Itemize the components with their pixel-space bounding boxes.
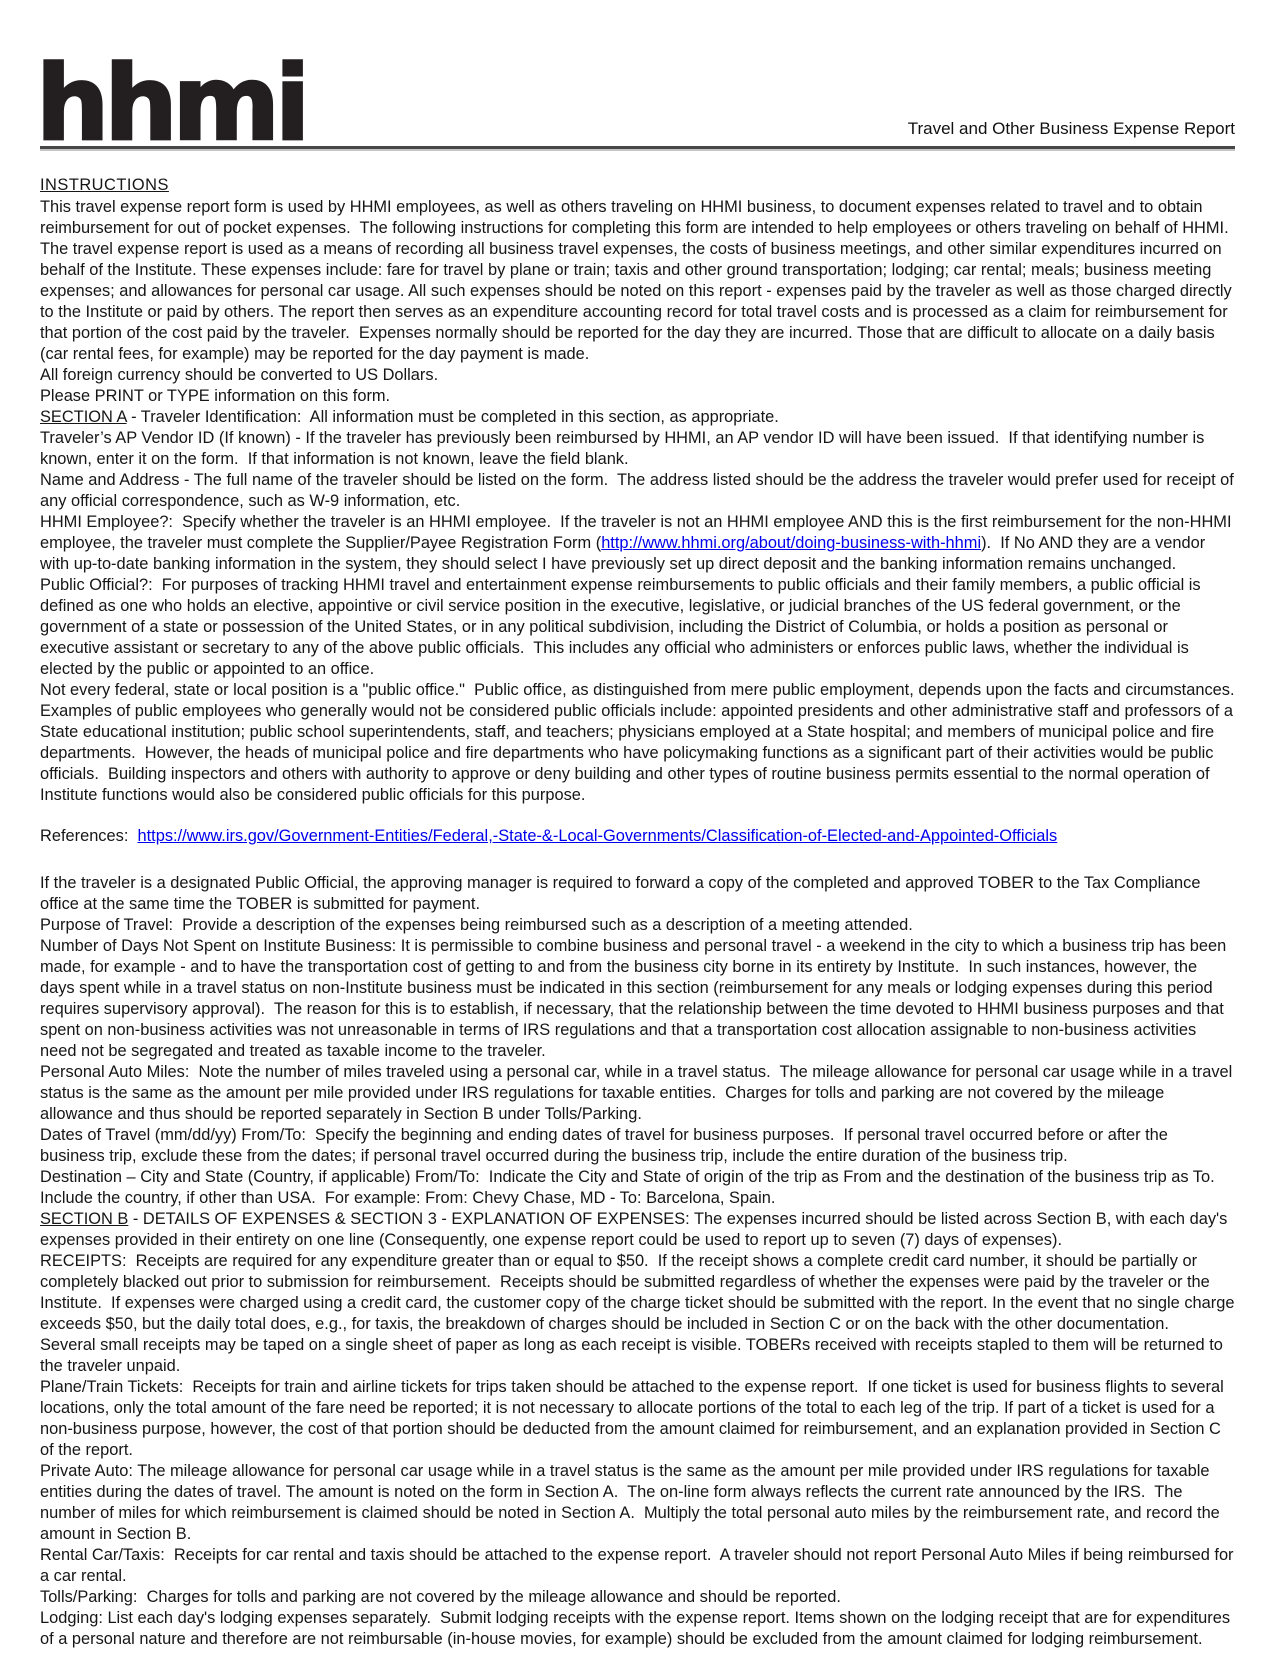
paragraph-days-not-spent: Number of Days Not Spent on Institute Business: It is permissible to combine business and personal travel - a weekend in the city to which a business trip has been made, for example - and to have the transportation cost of getting to and from the business city borne in its entirety by Institute. In such instances, however, the days spent while in a travel status on non-Institute business must be indicated in this section (reimbursement for any meals or lodging expenses during this period requires supervisory approval). The reason for this is to establish, if necessary, that the relationship between the time devoted to HHMI business purposes and that spent on non-business activities was not unreasonable in terms of IRS regulations and that a transportation cost allocation assignable to non-business activities need not be segregated and treated as taxable income to the traveler. <box>40 937 1231 1060</box>
paragraph-tober: If the traveler is a designated Public Official, the approving manager is required to forward a copy of the completed and approved TOBER to the Tax Compliance office at the same time the TOBER is submitted for payment. <box>40 874 1206 913</box>
paragraph-section-a <box>40 407 1235 428</box>
paragraph-hhmi-employee <box>40 512 1235 575</box>
paragraph-rental-car-taxis: Rental Car/Taxis: Receipts for car rental and taxis should be attached to the expense report. A traveler should not report Personal Auto Miles if being reimbursed for a car rental. <box>40 1546 1239 1585</box>
section-b-label: SECTION B <box>40 1210 129 1228</box>
section-a-label: SECTION A <box>40 408 127 426</box>
paragraph-purpose-of-travel: Purpose of Travel: Provide a description of the expenses being reimbursed such as a description of a meeting attended. <box>40 916 913 934</box>
section-a-text: - Traveler Identification: All information must be completed in this section, as appropriate. <box>126 408 779 426</box>
paragraph-section-b <box>40 1209 1235 1251</box>
paragraph-destination: Destination – City and State (Country, if applicable) From/To: Indicate the City and State of origin of the trip as From and the destination of the business trip as To. Include the country, if other than USA. For example: From: Chevy Chase, MD - To: Barcelona, Spain. <box>40 1168 1224 1207</box>
hhmi-logo: hhmi <box>36 44 306 164</box>
report-title: Travel and Other Business Expense Report <box>907 119 1235 138</box>
paragraph-print-note: Please PRINT or TYPE information on this form. <box>40 387 391 405</box>
paragraph-ap-vendor-id: Traveler’s AP Vendor ID (If known) - If the traveler has previously been reimbursed by HHMI, an AP vendor ID will have been issued. If that identifying number is known, enter it on the form. If that information is not known, leave the field blank. <box>40 429 1209 468</box>
paragraph-name-address: Name and Address - The full name of the traveler should be listed on the form. The address listed should be the address the traveler would prefer used for receipt of any official correspondence, such as W-9 information, etc. <box>40 471 1239 510</box>
paragraph-references <box>40 826 1235 847</box>
paragraph-lodging: Lodging: List each day's lodging expenses separately. Submit lodging receipts with the expense report. Items shown on the lodging receipt that are for expenditures of a personal nature and therefore are not reimbursable (in-house movies, for example) should be excluded from the amount claimed for lodging reimbursement. <box>40 1609 1235 1648</box>
paragraph-plane-train-tickets: Plane/Train Tickets: Receipts for train and airline tickets for trips taken should be attached to the expense report. If one ticket is used for business flights to several locations, only the total amount of the fare need be reported; it is not necessary to allocate portions of the total to each leg of the trip. If part of a ticket is used for a non-business purpose, however, the cost of that portion should be deducted from the amount claimed for reimbursement, and an explanation provided in Section C of the report. <box>40 1378 1229 1459</box>
section-b-text: - DETAILS OF EXPENSES & SECTION 3 - EXPLANATION OF EXPENSES: The expenses incurred should be listed across Section B, with each day's expenses provided in their entirety on one line (Consequently, one expense report could be used to report up to seven (7) days of expenses). <box>40 1210 1232 1249</box>
paragraph-private-auto: Private Auto: The mileage allowance for personal car usage while in a travel status is the same as the amount per mile provided under IRS regulations for taxable entities during the dates of travel. The amount is noted on the form in Section A. The on-line form always reflects the current rate announced by the IRS. The number of miles for which reimbursement is claimed should be noted in Section A. Multiply the total personal auto miles by the reimbursement rate, and record the amount in Section B. <box>40 1462 1225 1543</box>
header <box>0 0 1275 164</box>
hhmi-employee-text-after: ). If No AND they are a vendor with up-to-date banking information in the system, they should select I have previously set up direct deposit and the banking information remains unchanged. <box>40 534 1210 573</box>
instructions-document <box>0 149 1275 1670</box>
hhmi-employee-text-before: HHMI Employee?: Specify whether the traveler is an HHMI employee. If the traveler is not an HHMI employee AND this is the first reimbursement for the non-HHMI employee, the traveler must complete the Supplier/Payee Registration Form ( <box>40 513 1237 552</box>
paragraph-personal-auto-miles: Personal Auto Miles: Note the number of miles traveled using a personal car, while in a travel status. The mileage allowance for personal car usage while in a travel status is the same as the amount per mile provided under IRS regulations for taxable entities. Charges for tolls and parking are not covered by the mileage allowance and thus should be reported separately in Section B under Tolls/Parking. <box>40 1063 1237 1123</box>
references-label: References: <box>40 827 138 845</box>
paragraph-tolls-parking: Tolls/Parking: Charges for tolls and parking are not covered by the mileage allowance and should be reported. <box>40 1588 841 1606</box>
paragraph-public-official: Public Official?: For purposes of tracking HHMI travel and entertainment expense reimbursements to public officials and their family members, a public official is defined as one who holds an elective, appointive or civil service position in the executive, legislative, or judicial branches of the US federal government, or the government of a state or possession of the United States, or in any political subdivision, including the District of Columbia, or holds a position as personal or executive assistant or secretary to any of the above public officials. This includes any official who administers or enforces public laws, whether the individual is elected by the public or appointed to an office. <box>40 576 1206 678</box>
supplier-payee-registration-link[interactable]: http://www.hhmi.org/about/doing-business-with-hhmi <box>601 534 982 552</box>
instructions-heading: INSTRUCTIONS <box>40 176 169 194</box>
paragraph-dates-of-travel: Dates of Travel (mm/dd/yy) From/To: Specify the beginning and ending dates of travel for business purposes. If personal travel occurred before or after the business trip, exclude these from the dates; if personal travel occurred during the business trip, include the entire duration of the business trip. <box>40 1126 1173 1165</box>
paragraph-receipts: RECEIPTS: Receipts are required for any expenditure greater than or equal to $50. If the receipt shows a complete credit card number, it should be partially or completely blacked out prior to submission for reimbursement. Receipts should be submitted regardless of whether the expenses were paid by the traveler or the Institute. If expenses were charged using a credit card, the customer copy of the charge ticket should be submitted with the report. In the event that no single charge exceeds $50, but the daily total does, e.g., for taxis, the breakdown of charges should be included in Section C or on the back with the other documentation. Several small receipts may be taped on a single sheet of paper as long as each receipt is visible. TOBERs received with receipts stapled to them will be returned to the traveler unpaid. <box>40 1252 1240 1375</box>
paragraph-currency-note: All foreign currency should be converted to US Dollars. <box>40 366 439 384</box>
irs-classification-link[interactable]: https://www.irs.gov/Government-Entities/Federal,-State-&-Local-Governments/Classification-of-Elected-and-Appointed-Officials <box>137 827 1058 845</box>
paragraph-public-office-examples: Not every federal, state or local position is a "public office." Public office, as distinguished from mere public employment, depends upon the facts and circumstances. Examples of public employees who generally would not be considered public officials include: appointed presidents and other administrative staff and professors of a State educational institution; public school superintendents, staff, and teachers; physicians employed at a State hospital; and members of municipal police and fire departments. However, the heads of municipal police and fire departments who have policymaking functions as a significant part of their activities would be public officials. Building inspectors and others with authority to approve or deny building and other types of routine business permits essential to the normal operation of Institute functions would also be considered public officials for this purpose. <box>40 681 1244 804</box>
paragraph-intro: This travel expense report form is used by HHMI employees, as well as others traveling on HHMI business, to document expenses related to travel and to obtain reimbursement for out of pocket expenses. The following instructions for completing this form are intended to help employees or others traveling on behalf of HHMI. The travel expense report is used as a means of recording all business travel expenses, the costs of business meetings, and other similar expenditures incurred on behalf of the Institute. These expenses include: fare for travel by plane or train; taxis and other ground transportation; lodging; car rental; meals; business meeting expenses; and allowances for personal car usage. All such expenses should be noted on this report - expenses paid by the traveler as well as those charged directly to the Institute or paid by others. The report then serves as an expenditure accounting record for total travel costs and is processed as a claim for reimbursement for that portion of the cost paid by the traveler. Expenses normally should be reported for the day they are incurred. Those that are difficult to allocate on a daily basis (car rental fees, for example) may be reported for the day payment is made. <box>40 198 1238 363</box>
